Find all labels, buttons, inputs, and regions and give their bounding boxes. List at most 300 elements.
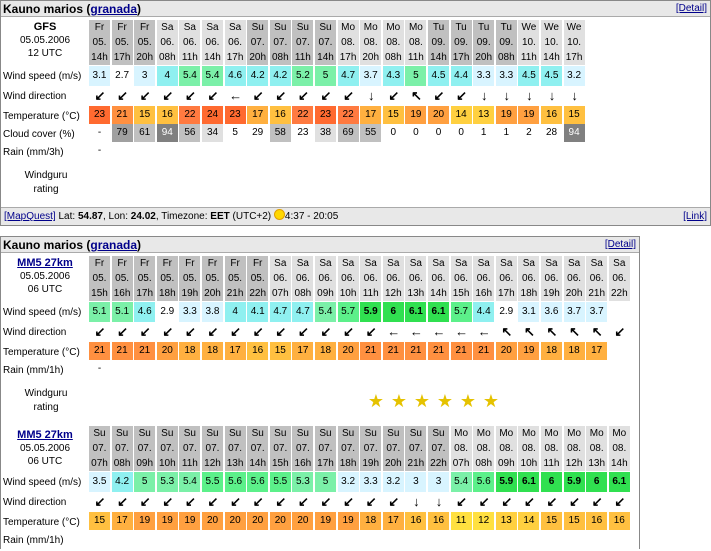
hour-label: 17h	[226, 52, 244, 63]
wind-speed-cell: 5.4	[315, 302, 337, 322]
day-name: Sa	[432, 258, 445, 269]
day-name: Mo	[499, 428, 514, 439]
wind-arrow-icon: ↙	[546, 494, 558, 509]
temperature-label: Temperature (°C)	[3, 347, 80, 358]
wind-speed-cell: 4.2	[247, 66, 269, 86]
wind-arrow-icon: ↙	[456, 88, 468, 103]
panel-footer	[1, 207, 710, 225]
day-date: 09.	[476, 37, 491, 48]
wind-direction-label: Wind direction	[3, 91, 67, 102]
wind-arrow-icon: ↙	[365, 324, 377, 339]
wind-arrow-icon: ↙	[297, 88, 309, 103]
day-name: Sa	[567, 258, 581, 269]
wind-speed-cell: 5.7	[338, 302, 360, 322]
day-name: Sa	[522, 258, 535, 269]
day-date: 06.	[341, 273, 356, 284]
wind-speed-cell: 5.6	[225, 472, 247, 492]
day-name: We	[521, 22, 537, 33]
hour-label: 22h	[249, 288, 267, 299]
hour-label: 08h	[271, 52, 289, 63]
rating-label-line2: rating	[33, 184, 59, 195]
rating-star-icon: ★	[367, 391, 385, 411]
temperature-cell: 14	[451, 106, 473, 124]
wind-arrow-icon: ↙	[117, 494, 129, 509]
day-name: Sa	[274, 258, 287, 269]
wind-direction-label: Wind direction	[3, 327, 67, 338]
temperature-cell: 16	[247, 342, 269, 360]
day-date: 08.	[363, 37, 378, 48]
day-name: Fr	[117, 258, 127, 269]
date-header-cell	[157, 20, 179, 65]
temperature-cell: 15	[383, 106, 405, 124]
day-date: 08.	[521, 443, 536, 454]
wind-speed-cell: 5	[405, 66, 427, 86]
day-date: 07.	[408, 443, 423, 454]
cloud-cover-cell: 94	[157, 124, 179, 142]
wind-speed-cell: 3.3	[496, 66, 518, 86]
temperature-cell: 21	[112, 342, 134, 360]
wind-speed-cell: 6.1	[405, 302, 427, 322]
date-header-cell	[338, 20, 360, 65]
date-header-cell	[112, 256, 134, 301]
link-link[interactable]: [Link]	[683, 211, 707, 222]
date-header-cell	[360, 426, 382, 471]
cloud-cover-cell: 55	[360, 124, 382, 142]
day-name: Sa	[319, 258, 332, 269]
date-header-cell	[360, 20, 382, 65]
hour-label: 10h	[339, 288, 357, 299]
wind-speed-cell: 3.7	[360, 66, 382, 86]
cloud-cover-cell: 0	[428, 124, 450, 142]
wind-speed-cell: 4.2	[270, 66, 292, 86]
hour-label: 11h	[362, 288, 379, 299]
wind-arrow-icon: ↓	[413, 494, 420, 509]
wind-arrow-icon: ↙	[320, 494, 332, 509]
date-header-cell	[496, 426, 518, 471]
wind-speed-cell: 6	[383, 302, 405, 322]
wind-arrow-icon: ↙	[501, 494, 513, 509]
day-date: 05.	[137, 273, 152, 284]
wind-arrow-icon: ↙	[297, 494, 309, 509]
wind-speed-cell: 3.7	[564, 302, 586, 322]
wind-speed-cell: 5.5	[270, 472, 292, 492]
day-date: 06.	[544, 273, 559, 284]
gfs-forecast-panel	[0, 0, 711, 226]
wind-arrow-icon: ↙	[252, 494, 264, 509]
rating-label	[1, 169, 89, 199]
day-date: 08.	[341, 37, 356, 48]
rain-label: Rain (mm/1h)	[3, 535, 64, 546]
temperature-cell: 18	[360, 512, 382, 530]
temperature-cell: 23	[89, 106, 111, 124]
day-name: Sa	[296, 258, 309, 269]
cloud-cover-cell: 34	[202, 124, 224, 142]
date-header-cell	[112, 20, 134, 65]
day-date: 08.	[408, 37, 423, 48]
day-date: 07.	[273, 37, 288, 48]
hour-label: 17h	[317, 458, 334, 469]
hour-label: 11h	[181, 458, 198, 469]
hour-label: 20h	[384, 458, 402, 469]
hour-label: 20h	[362, 52, 380, 63]
wind-speed-cell: 5.9	[496, 472, 518, 492]
hour-label: 11h	[181, 52, 198, 63]
temperature-cell: 20	[202, 512, 224, 530]
wind-arrow-icon: ↙	[388, 494, 400, 509]
day-date: 06.	[273, 273, 288, 284]
day-name: Su	[274, 22, 287, 33]
hour-label: 22h	[610, 288, 628, 299]
hour-label: 16h	[475, 288, 493, 299]
wind-speed-cell: 3	[134, 66, 156, 86]
day-date: 06.	[318, 273, 333, 284]
date-header-cell	[405, 256, 427, 301]
wind-speed-cell: 4	[157, 66, 179, 86]
hour-label: 08h	[294, 288, 312, 299]
hour-label: 14h	[204, 52, 221, 63]
wind-speed-cell: 5.4	[202, 66, 224, 86]
wind-arrow-icon: ↙	[184, 494, 196, 509]
hour-label: 15h	[91, 288, 108, 299]
sun-times: 4:37 - 20:05	[284, 211, 339, 222]
wind-arrow-icon: ↙	[591, 494, 603, 509]
temperature-cell: 21	[405, 342, 427, 360]
hour-label: 17h	[497, 288, 515, 299]
hour-label: 11h	[407, 52, 424, 63]
wind-arrow-icon: ↙	[614, 324, 626, 339]
wind-arrow-icon: ↙	[139, 494, 151, 509]
init-date: 05.05.2006	[19, 443, 71, 454]
hour-label: 10h	[520, 458, 538, 469]
wind-speed-cell: 5	[315, 472, 337, 492]
rain-cell: -	[89, 360, 111, 378]
date-header-cell	[428, 20, 450, 65]
hour-label: 12h	[384, 288, 402, 299]
wind-arrow-icon: ↙	[117, 88, 129, 103]
init-date: 05.05.2006	[19, 271, 71, 282]
day-name: Mo	[363, 22, 378, 33]
wind-arrow-icon: ↙	[117, 324, 129, 339]
cloud-cover-cell: 29	[247, 124, 269, 142]
wind-speed-cell: 4.4	[473, 302, 495, 322]
day-name: Fr	[94, 258, 105, 269]
cloud-cover-cell: 0	[383, 124, 405, 142]
rain-cell: -	[89, 142, 111, 160]
hour-label: 07h	[452, 458, 470, 469]
hour-label: 21h	[588, 288, 606, 299]
temperature-cell: 22	[292, 106, 314, 124]
wind-speed-cell: 3.2	[564, 66, 586, 86]
wind-speed-cell: 3.7	[586, 302, 608, 322]
date-header-cell	[338, 256, 360, 301]
date-header-cell	[89, 256, 111, 301]
date-header-cell	[451, 426, 473, 471]
day-date: 06.	[160, 37, 175, 48]
day-date: 08.	[386, 37, 401, 48]
hour-label: 17h	[136, 288, 154, 299]
date-header-cell	[451, 256, 473, 301]
day-date: 05.	[205, 273, 220, 284]
hour-label: 21h	[226, 288, 244, 299]
wind-speed-cell: 4.5	[428, 66, 450, 86]
wind-speed-cell: 4.5	[541, 66, 563, 86]
wind-arrow-icon: ↓	[435, 494, 443, 509]
temperature-cell: 19	[157, 512, 179, 530]
day-date: 08.	[589, 443, 604, 454]
wind-arrow-icon: ←	[477, 324, 491, 339]
day-name: Su	[251, 428, 264, 439]
wind-arrow-icon: ↙	[343, 494, 355, 509]
day-name: Su	[251, 22, 264, 33]
hour-label: 14h	[430, 288, 447, 299]
temperature-cell: 20	[292, 512, 314, 530]
date-header-cell	[473, 20, 495, 65]
wind-speed-cell: 3.5	[89, 472, 111, 492]
temperature-cell: 15	[134, 106, 156, 124]
date-header-cell	[541, 20, 563, 65]
detail-link[interactable]: [Detail]	[675, 3, 707, 14]
hour-label: 08h	[475, 458, 493, 469]
day-date: 08.	[567, 443, 582, 454]
hour-label: 12h	[204, 458, 221, 469]
wind-arrow-icon: ↙	[614, 494, 626, 509]
cloud-cover-cell: 0	[405, 124, 427, 142]
hour-label: 11h	[520, 52, 537, 63]
wind-arrow-icon: ↙	[94, 324, 106, 339]
wind-speed-cell: 3.3	[473, 66, 495, 86]
wind-speed-cell: 2.9	[496, 302, 518, 322]
hour-label: 11h	[294, 52, 311, 63]
temperature-label: Temperature (°C)	[3, 111, 80, 122]
wind-speed-cell: 3.2	[383, 472, 405, 492]
date-header-cell	[179, 256, 201, 301]
wind-speed-cell: 5.4	[451, 472, 473, 492]
lat-value: 54.87	[77, 211, 103, 222]
init-utc: 06 UTC	[27, 284, 63, 295]
wind-arrow-icon: ↙	[275, 88, 287, 103]
wind-arrow-icon: ↙	[184, 88, 196, 103]
wind-arrow-icon: ↖	[523, 324, 535, 339]
hour-label: 14h	[317, 52, 334, 63]
day-date: 07.	[318, 37, 333, 48]
day-name: Fr	[230, 258, 240, 269]
wind-speed-cell: 5	[315, 66, 337, 86]
hour-label: 20h	[475, 52, 493, 63]
wind-arrow-icon: ↙	[252, 88, 264, 103]
wind-speed-cell: 4.3	[383, 66, 405, 86]
hour-label: 07h	[271, 288, 289, 299]
date-header-cell	[541, 426, 563, 471]
day-date: 05.	[160, 273, 175, 284]
wind-speed-cell: 4.2	[112, 472, 134, 492]
date-header-cell	[134, 256, 156, 301]
date-header-cell	[564, 426, 586, 471]
temperature-cell: 21	[383, 342, 405, 360]
hour-label: 14h	[543, 52, 560, 63]
day-name: Mo	[476, 428, 491, 439]
date-header-cell	[157, 426, 179, 471]
temperature-cell: 16	[428, 512, 450, 530]
hour-label: 13h	[407, 288, 425, 299]
date-header-cell	[134, 20, 156, 65]
cloud-cover-cell: 56	[179, 124, 201, 142]
temperature-cell: 17	[292, 342, 314, 360]
spot-name: Kauno marios	[3, 2, 84, 16]
temperature-cell: 22	[179, 106, 201, 124]
date-header-cell	[428, 256, 450, 301]
day-date: 07.	[295, 443, 310, 454]
mm5-forecast-panel	[0, 236, 640, 549]
lon-value: 24.02	[130, 211, 156, 222]
day-date: 06.	[295, 273, 310, 284]
day-name: Mo	[589, 428, 604, 439]
cloud-cover-cell: 1	[473, 124, 495, 142]
hour-label: 17h	[113, 52, 131, 63]
temperature-cell: 19	[405, 106, 427, 124]
hour-label: 19h	[543, 288, 560, 299]
day-date: 07.	[92, 443, 107, 454]
wind-arrow-icon: ↙	[162, 88, 174, 103]
wind-speed-cell: 2.7	[112, 66, 134, 86]
date-header-cell	[518, 426, 540, 471]
wind-arrow-icon: ↙	[569, 494, 581, 509]
hour-label: 19h	[181, 288, 199, 299]
day-name: Fr	[252, 258, 263, 269]
date-header-cell	[315, 20, 337, 65]
day-name: Sa	[477, 258, 490, 269]
temperature-cell: 24	[202, 106, 224, 124]
day-date: 07.	[137, 443, 152, 454]
temperature-cell: 19	[496, 106, 518, 124]
rating-star-icon: ★	[436, 391, 454, 411]
wind-arrow-icon: ↖	[569, 324, 581, 339]
hour-label: 20h	[249, 52, 267, 63]
temperature-cell: 14	[518, 512, 540, 530]
hour-label: 15h	[271, 458, 289, 469]
rain-label: Rain (mm/3h)	[3, 147, 64, 158]
model-link[interactable]: MM5 27km	[17, 429, 73, 441]
temperature-cell: 16	[405, 512, 427, 530]
wind-speed-cell: 5.6	[247, 472, 269, 492]
detail-link[interactable]: [Detail]	[604, 239, 636, 250]
cloud-cover-cell: 61	[134, 124, 156, 142]
date-header-cell	[270, 426, 292, 471]
wind-arrow-icon: ↙	[207, 88, 219, 103]
day-date: 05.	[115, 37, 130, 48]
day-name: Su	[161, 428, 174, 439]
day-name: Mo	[454, 428, 469, 439]
day-date: 06.	[386, 273, 401, 284]
wind-speed-cell: 3.1	[89, 66, 111, 86]
hour-label: 14h	[91, 52, 108, 63]
init-utc: 12 UTC	[27, 48, 63, 59]
wind-speed-cell: 3.1	[518, 302, 540, 322]
temperature-cell: 17	[247, 106, 269, 124]
hour-label: 17h	[339, 52, 357, 63]
wind-speed-cell: 3	[405, 472, 427, 492]
wind-arrow-icon: ↙	[523, 494, 535, 509]
day-date: 05.	[250, 273, 265, 284]
wind-arrow-icon: ↓	[526, 88, 533, 103]
hour-label: 10h	[158, 458, 176, 469]
wind-speed-cell: 4.6	[134, 302, 156, 322]
day-name: Mo	[386, 22, 401, 33]
wind-arrow-icon: ←	[455, 324, 469, 339]
wind-arrow-icon: ↙	[207, 494, 219, 509]
date-header-cell	[270, 256, 292, 301]
day-name: Sa	[409, 258, 422, 269]
wind-speed-cell: 6.1	[428, 302, 450, 322]
wind-arrow-icon: ↙	[162, 494, 174, 509]
day-name: Tu	[455, 22, 467, 33]
wind-arrow-icon: ↙	[433, 88, 445, 103]
day-name: Tu	[500, 22, 512, 33]
model-link[interactable]: MM5 27km	[17, 257, 73, 269]
wind-speed-label: Wind speed (m/s)	[3, 307, 82, 318]
day-name: Su	[319, 428, 332, 439]
spot-name: Kauno marios	[3, 238, 84, 252]
wind-arrow-icon: ↙	[139, 88, 151, 103]
temperature-cell: 20	[428, 106, 450, 124]
day-name: Mo	[408, 22, 423, 33]
date-header-cell	[292, 426, 314, 471]
wind-speed-cell: 6.1	[609, 472, 631, 492]
day-date: 10.	[544, 37, 559, 48]
day-name: Su	[93, 428, 106, 439]
wind-arrow-icon: ↖	[410, 88, 422, 103]
day-name: Su	[432, 428, 445, 439]
wind-arrow-icon: ↙	[94, 494, 106, 509]
hour-label: 08h	[158, 52, 176, 63]
hour-label: 16h	[113, 288, 131, 299]
rating-label	[1, 387, 89, 417]
temperature-cell: 18	[564, 342, 586, 360]
wind-speed-cell: 3.8	[202, 302, 224, 322]
rating-label-line1: Windguru	[24, 388, 68, 399]
date-header-cell	[202, 20, 224, 65]
spot-link[interactable]: granada	[90, 2, 138, 16]
mapquest-link[interactable]: [MapQuest]	[4, 211, 56, 222]
temperature-cell: 17	[586, 342, 608, 360]
date-header-cell	[564, 20, 586, 65]
wind-speed-cell: 5.3	[292, 472, 314, 492]
temperature-cell: 21	[360, 342, 382, 360]
wind-speed-cell: 5.4	[179, 472, 201, 492]
wind-arrow-icon: ↙	[275, 494, 287, 509]
date-header-cell	[383, 20, 405, 65]
date-header-cell	[518, 256, 540, 301]
day-date: 07.	[228, 443, 243, 454]
day-date: 09.	[499, 37, 514, 48]
day-name: Sa	[613, 258, 626, 269]
date-header-cell	[383, 256, 405, 301]
wind-arrow-icon: ↙	[252, 324, 264, 339]
wind-speed-cell: 5.2	[292, 66, 314, 86]
day-date: 10.	[567, 37, 582, 48]
day-name: Su	[183, 428, 196, 439]
hour-label: 09h	[136, 458, 154, 469]
cloud-cover-cell: 1	[496, 124, 518, 142]
temperature-cell: 19	[338, 512, 360, 530]
date-header-cell	[134, 426, 156, 471]
temperature-cell: 20	[157, 342, 179, 360]
spot-link[interactable]: granada	[90, 238, 138, 252]
date-header-cell	[360, 256, 382, 301]
day-date: 08.	[499, 443, 514, 454]
temperature-cell: 21	[134, 342, 156, 360]
day-date: 08.	[544, 443, 559, 454]
temperature-cell: 16	[586, 512, 608, 530]
